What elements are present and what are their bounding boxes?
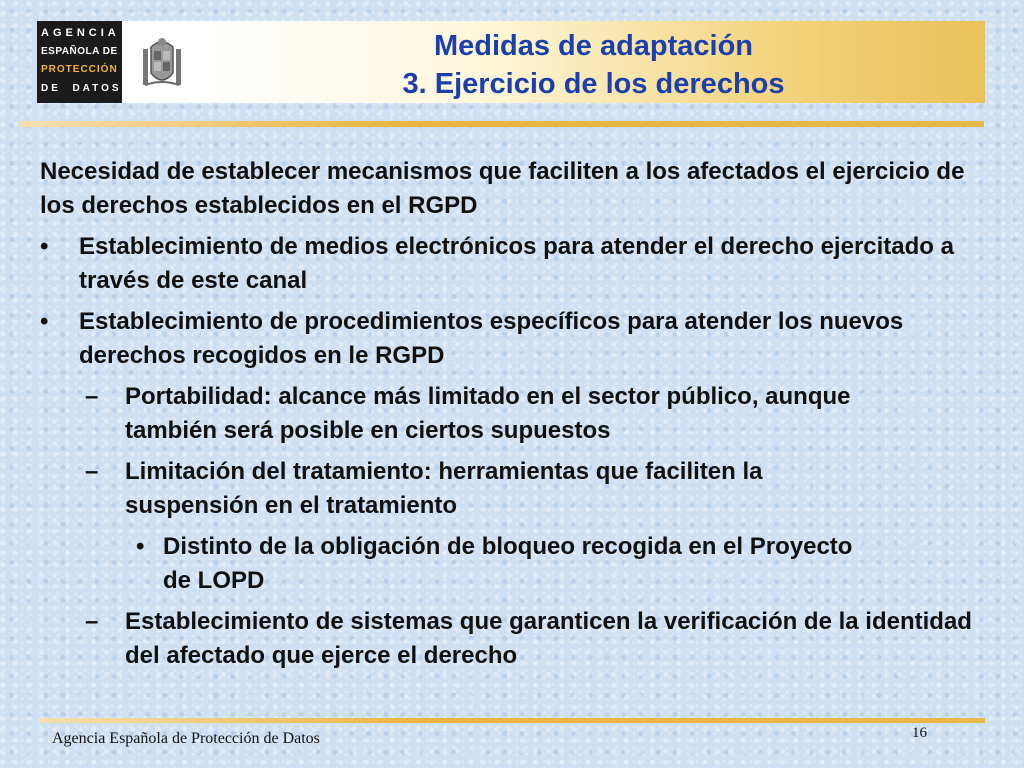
title-line-1: Medidas de adaptación: [433, 30, 754, 62]
dash-marker: –: [85, 383, 99, 410]
list-item-text: Limitación del tratamiento: herramientas que faciliten la suspensión en el tratamiento: [125, 458, 763, 519]
list-item: [40, 380, 895, 448]
logo-line-3: PROTECCIÓN: [41, 64, 118, 75]
agency-logo: [37, 21, 202, 103]
bottom-divider: [40, 718, 985, 723]
dash-marker: –: [85, 458, 99, 485]
coat-of-arms-icon: [137, 35, 187, 91]
list-item: [40, 305, 959, 373]
list-item-text: Portabilidad: alcance más limitado en el sector público, aunque también será posible en ciertos supuestos: [125, 383, 851, 444]
list-item-text: Establecimiento de procedimientos específicos para atender los nuevos derechos recogidos en le RGPD: [79, 308, 904, 369]
bullet-marker: •: [136, 533, 145, 560]
logo-line-1: AGENCIA: [41, 27, 120, 39]
logo-wordmark: [37, 21, 122, 103]
bullet-marker: •: [40, 233, 49, 260]
footer-organization: Agencia Española de Protección de Datos: [52, 730, 320, 747]
top-divider: [20, 121, 984, 127]
list-item: [40, 530, 863, 598]
page-number: 16: [912, 725, 927, 741]
logo-line-2: ESPAÑOLA DE: [41, 46, 118, 57]
list-item: [40, 230, 959, 298]
slide-title: [202, 27, 985, 103]
intro-paragraph: [40, 155, 975, 223]
intro-text: Necesidad de establecer mecanismos que faciliten a los afectados el ejercicio de los derechos establecidos en el RGPD: [40, 158, 965, 219]
dash-marker: –: [85, 608, 99, 635]
list-item-text: Establecimiento de medios electrónicos para atender el derecho ejercitado a través de este canal: [79, 233, 954, 294]
list-item-text: Establecimiento de sistemas que garanticen la verificación de la identidad del afectado que ejerce el derecho: [125, 608, 972, 669]
slide-body: [40, 155, 985, 680]
list-item: [40, 605, 975, 673]
logo-line-4: DE DATOS: [41, 83, 122, 94]
list-item-text: Distinto de la obligación de bloqueo recogida en el Proyecto de LOPD: [163, 533, 853, 594]
title-line-2: 3. Ejercicio de los derechos: [402, 68, 785, 100]
list-item: [40, 455, 895, 523]
bullet-marker: •: [40, 308, 49, 335]
